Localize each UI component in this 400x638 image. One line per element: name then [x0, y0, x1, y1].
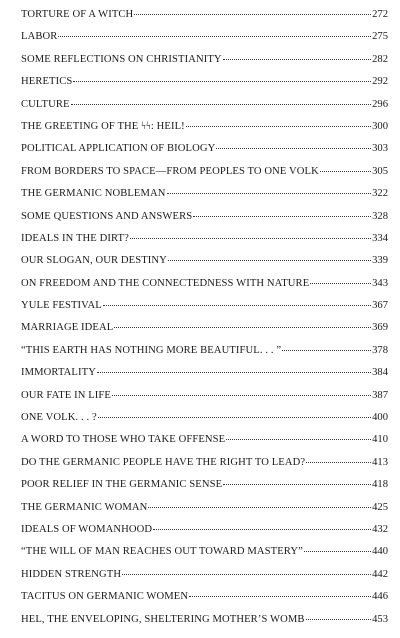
dot-leader — [223, 59, 371, 60]
toc-entry-title: THE GERMANIC NOBLEMAN — [21, 188, 166, 200]
toc-entry[interactable] — [21, 143, 388, 165]
dot-leader — [216, 148, 371, 149]
toc-entry-title: YULE FESTIVAL — [21, 300, 102, 312]
dot-leader — [189, 596, 371, 597]
toc-entry-title: SOME REFLECTIONS ON CHRISTIANITY — [21, 53, 222, 65]
toc-entry[interactable] — [21, 457, 388, 479]
table-of-contents — [21, 9, 388, 636]
toc-entry-title: DO THE GERMANIC PEOPLE HAVE THE RIGHT TO LEAD? — [21, 456, 306, 468]
toc-entry-page: 440 — [372, 546, 388, 558]
toc-entry[interactable] — [21, 76, 388, 98]
toc-entry-title: HERETICS — [21, 76, 73, 88]
toc-entry-title: TACITUS ON GERMANIC WOMEN — [21, 591, 189, 603]
toc-entry-page: 343 — [372, 277, 388, 289]
dot-leader — [282, 350, 371, 351]
toc-entry-page: 453 — [372, 613, 388, 625]
dot-leader — [112, 395, 371, 396]
toc-entry[interactable] — [21, 166, 388, 188]
toc-entry-title: MARRIAGE IDEAL — [21, 322, 114, 334]
toc-entry[interactable] — [21, 434, 388, 456]
toc-entry-page: 384 — [372, 367, 388, 379]
toc-entry-page: 282 — [372, 53, 388, 65]
toc-entry[interactable] — [21, 546, 388, 568]
toc-entry-page: 387 — [372, 389, 388, 401]
toc-entry-title: “THE WILL OF MAN REACHES OUT TOWARD MASTERY” — [21, 546, 303, 558]
dot-leader — [58, 36, 371, 37]
toc-entry-page: 400 — [372, 412, 388, 424]
toc-entry[interactable] — [21, 524, 388, 546]
dot-leader — [320, 171, 371, 172]
toc-entry-page: 300 — [372, 120, 388, 132]
dot-leader — [103, 305, 371, 306]
toc-entry-title: POLITICAL APPLICATION OF BIOLOGY — [21, 143, 216, 155]
toc-entry-page: 292 — [372, 76, 388, 88]
toc-entry[interactable] — [21, 479, 388, 501]
toc-entry-title: A WORD TO THOSE WHO TAKE OFFENSE — [21, 434, 226, 446]
dot-leader — [148, 507, 371, 508]
toc-entry-page: 410 — [372, 434, 388, 446]
toc-entry[interactable] — [21, 233, 388, 255]
toc-entry-page: 367 — [372, 300, 388, 312]
dot-leader — [223, 484, 371, 485]
toc-entry-title: “THIS EARTH HAS NOTHING MORE BEAUTIFUL. . . ” — [21, 344, 282, 356]
toc-entry-title: POOR RELIEF IN THE GERMANIC SENSE — [21, 479, 223, 491]
toc-entry-page: 446 — [372, 591, 388, 603]
toc-entry[interactable] — [21, 412, 388, 434]
toc-entry[interactable] — [21, 614, 388, 636]
toc-entry-page: 303 — [372, 143, 388, 155]
dot-leader — [310, 283, 371, 284]
toc-entry-page: 369 — [372, 322, 388, 334]
toc-entry[interactable] — [21, 188, 388, 210]
toc-entry[interactable] — [21, 121, 388, 143]
dot-leader — [134, 14, 371, 15]
dot-leader — [306, 619, 372, 620]
toc-entry[interactable] — [21, 211, 388, 233]
toc-entry-title: ONE VOLK. . . ? — [21, 412, 97, 424]
toc-entry-title: OUR SLOGAN, OUR DESTINY — [21, 255, 167, 267]
dot-leader — [167, 193, 372, 194]
dot-leader — [122, 574, 371, 575]
toc-entry-page: 432 — [372, 523, 388, 535]
dot-leader — [130, 238, 371, 239]
toc-entry-title: IDEALS OF WOMANHOOD — [21, 523, 153, 535]
toc-entry-title: FROM BORDERS TO SPACE—FROM PEOPLES TO ONE VOLK — [21, 165, 319, 177]
toc-entry[interactable] — [21, 99, 388, 121]
dot-leader — [193, 216, 371, 217]
toc-entry-title: CULTURE — [21, 98, 70, 110]
toc-entry-page: 413 — [372, 456, 388, 468]
toc-entry-page: 339 — [372, 255, 388, 267]
toc-entry-title: THE GREETING OF THE ϟϟ: HEIL! — [21, 120, 185, 132]
toc-entry-page: 272 — [372, 9, 388, 20]
dot-leader — [304, 551, 371, 552]
toc-entry[interactable] — [21, 591, 388, 613]
toc-entry[interactable] — [21, 54, 388, 76]
dot-leader — [186, 126, 371, 127]
toc-entry-page: 418 — [372, 479, 388, 491]
toc-entry-title: HEL, THE ENVELOPING, SHELTERING MOTHER’S WOMB — [21, 613, 305, 625]
dot-leader — [97, 372, 371, 373]
toc-entry-title: THE GERMANIC WOMAN — [21, 501, 148, 513]
toc-entry[interactable] — [21, 300, 388, 322]
toc-entry-page: 275 — [372, 31, 388, 43]
toc-entry[interactable] — [21, 322, 388, 344]
dot-leader — [226, 439, 371, 440]
dot-leader — [168, 260, 371, 261]
toc-entry-title: OUR FATE IN LIFE — [21, 389, 111, 401]
toc-entry-page: 425 — [372, 501, 388, 513]
dot-leader — [306, 462, 371, 463]
toc-entry[interactable] — [21, 367, 388, 389]
toc-entry[interactable] — [21, 502, 388, 524]
toc-entry-title: HIDDEN STRENGTH — [21, 568, 122, 580]
toc-entry[interactable] — [21, 31, 388, 53]
toc-entry[interactable] — [21, 569, 388, 591]
toc-entry[interactable] — [21, 255, 388, 277]
toc-entry-page: 328 — [372, 210, 388, 222]
toc-entry-page: 442 — [372, 568, 388, 580]
toc-entry-title: ON FREEDOM AND THE CONNECTEDNESS WITH NATURE — [21, 277, 310, 289]
toc-entry-page: 322 — [372, 188, 388, 200]
toc-entry[interactable] — [21, 9, 388, 31]
toc-entry-title: IDEALS IN THE DIRT? — [21, 232, 129, 244]
dot-leader — [73, 81, 371, 82]
toc-entry-page: 305 — [372, 165, 388, 177]
toc-entry-title: TORTURE OF A WITCH — [21, 9, 134, 20]
toc-entry[interactable] — [21, 278, 388, 300]
dot-leader — [114, 327, 371, 328]
toc-entry-title: IMMORTALITY — [21, 367, 96, 379]
dot-leader — [98, 417, 371, 418]
toc-entry-page: 378 — [372, 344, 388, 356]
toc-entry[interactable] — [21, 390, 388, 412]
toc-entry-title: SOME QUESTIONS AND ANSWERS — [21, 210, 193, 222]
toc-entry[interactable] — [21, 345, 388, 367]
toc-entry-page: 296 — [372, 98, 388, 110]
toc-entry-title: LABOR — [21, 31, 58, 43]
dot-leader — [71, 104, 372, 105]
dot-leader — [153, 529, 371, 530]
toc-entry-page: 334 — [372, 232, 388, 244]
